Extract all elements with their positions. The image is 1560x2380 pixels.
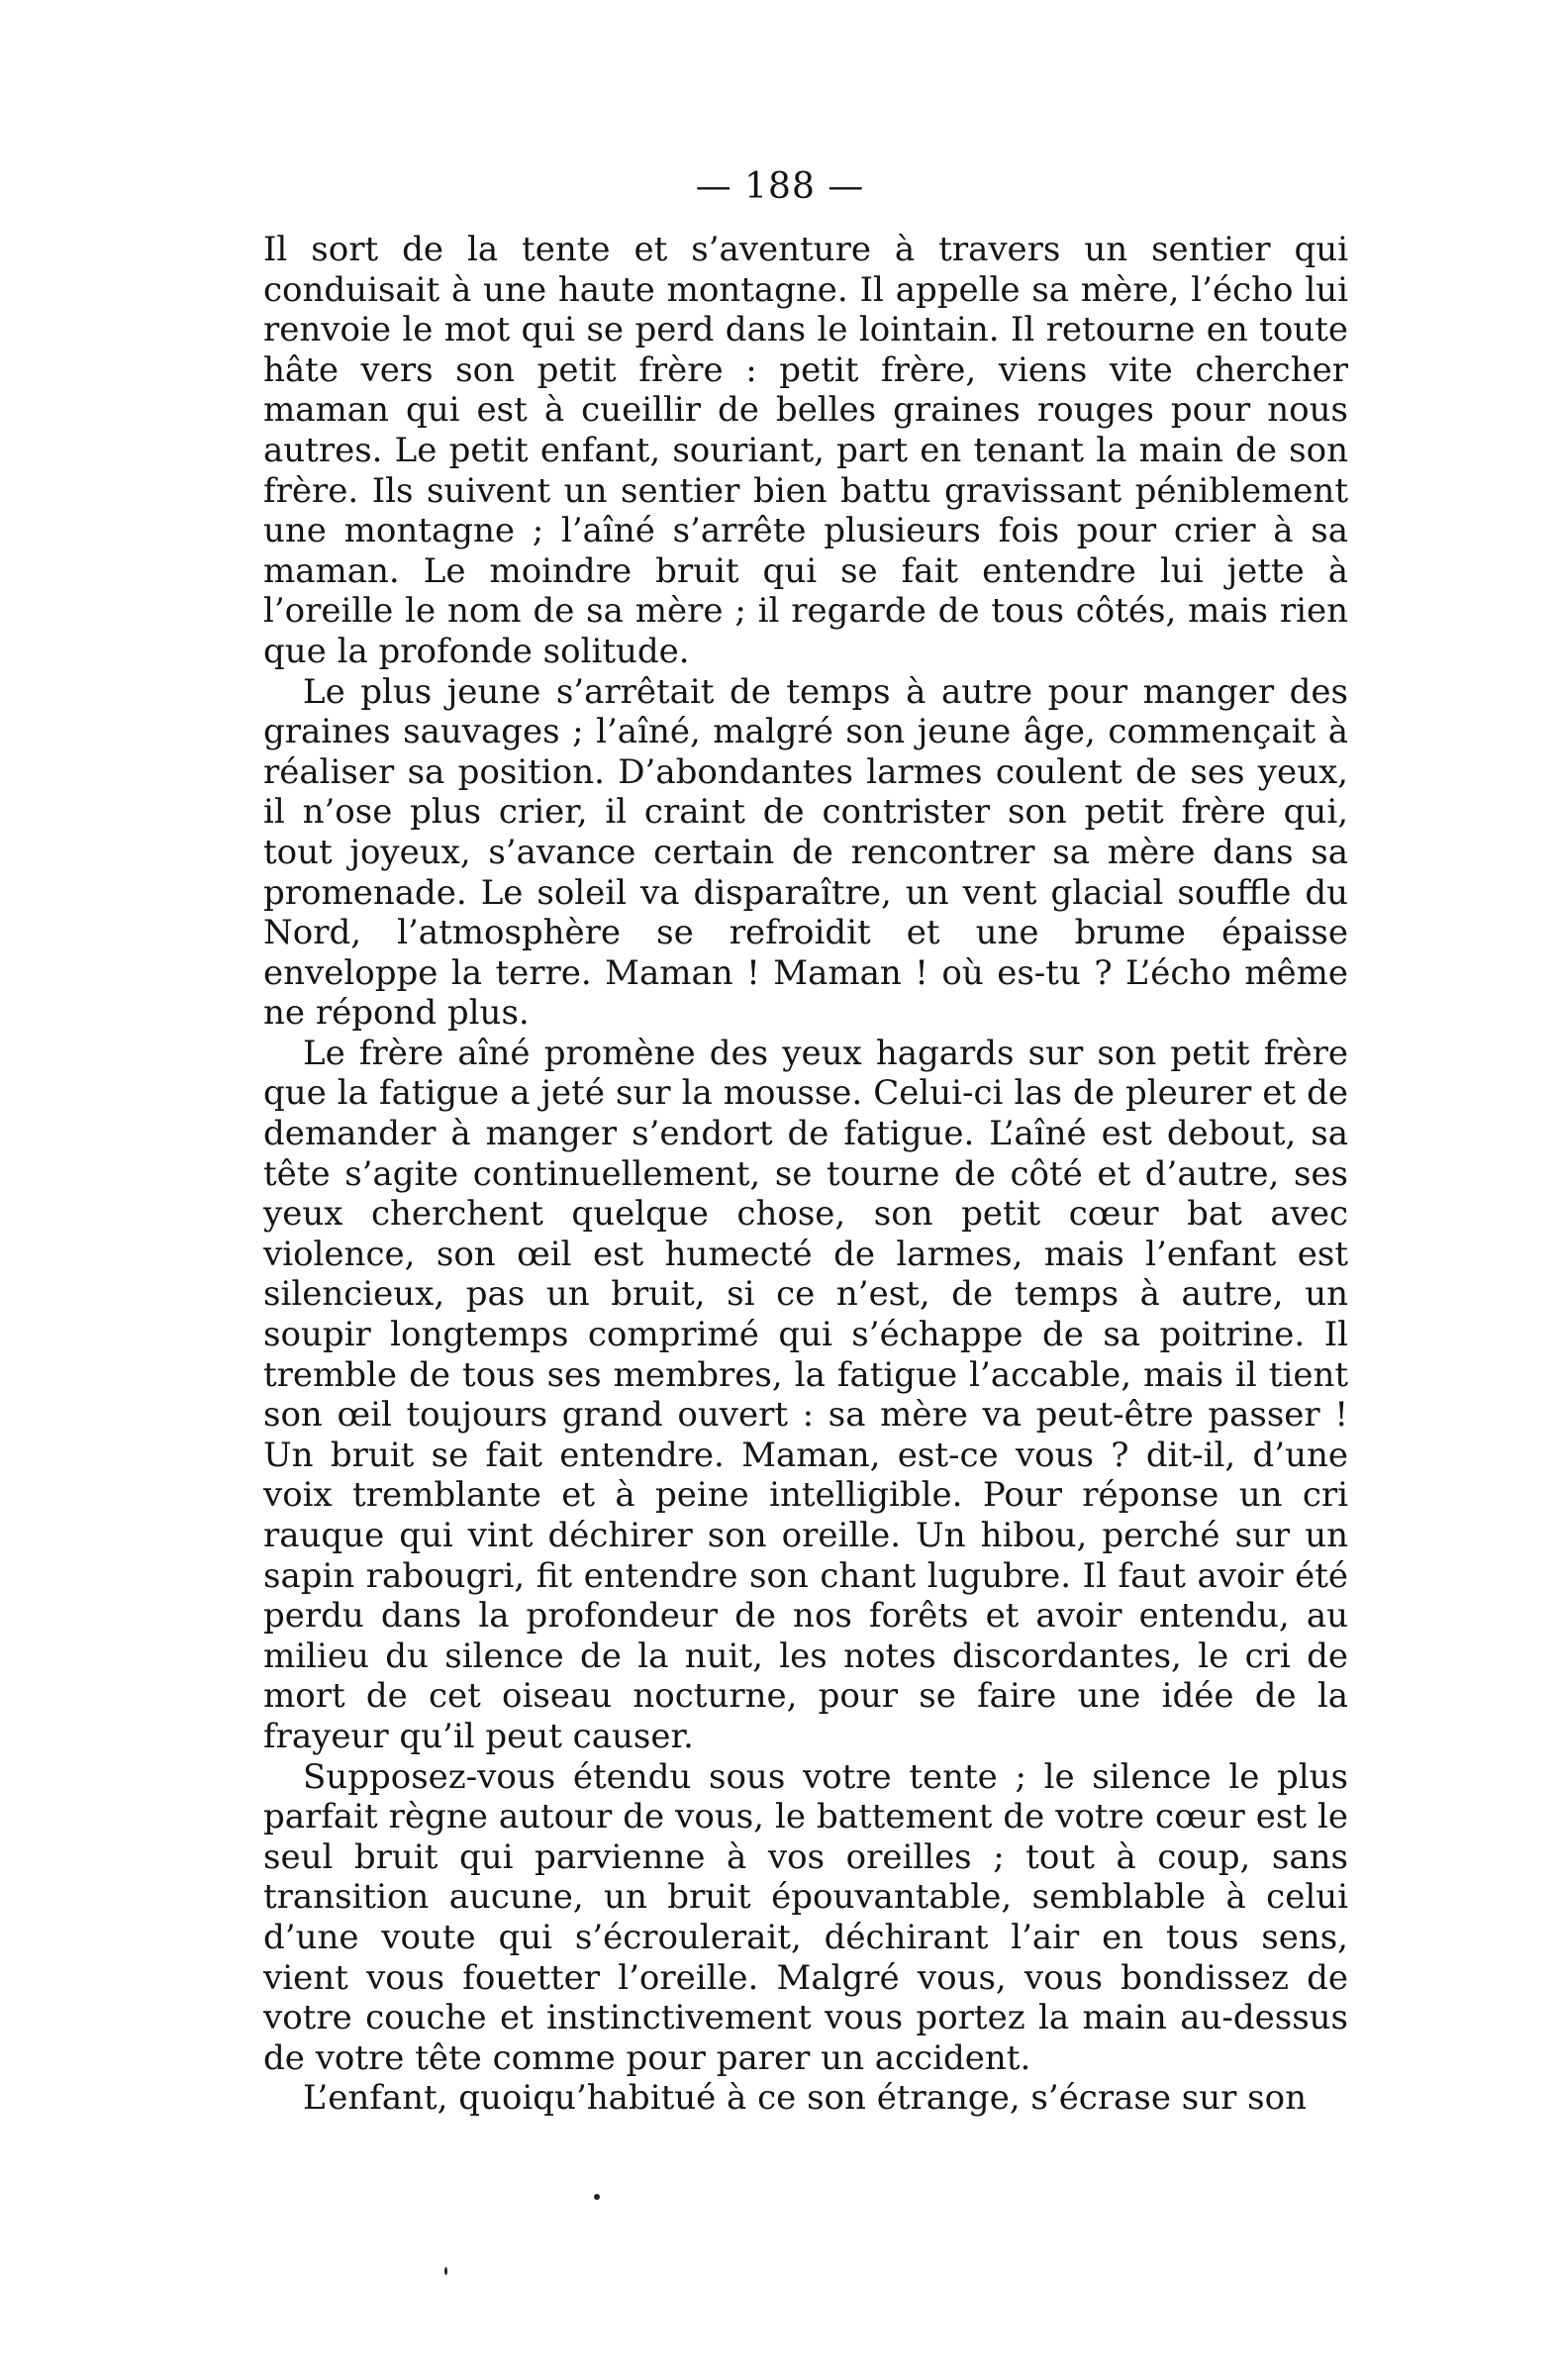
paragraph: Supposez-vous étendu sous votre tente ; le silence le plus parfait règne autour de vous, le battement de votre cœur est le seul bruit qui parvienne à vos oreilles ; tout à coup, sans transition aucune, un bruit épouvantable, semblable à celui d’une voute qui s’écroulerait, déchirant l’air en tous sens, vient vous fouetter l’oreille. Malgré vous, vous bondissez de votre couche et instinctivement vous portez la main au-dessus de votre tête comme pour parer un accident. [263,1756,1348,2078]
page-number: — 188 — [695,166,865,207]
ink-speck [444,2267,447,2275]
paragraph: L’enfant, quoiqu’habitué à ce son étrange, s’écrase sur son [303,2078,1307,2119]
paragraph: Il sort de la tente et s’aventure à travers un sentier qui conduisait à une haute montagne. Il appelle sa mère, l’écho lui renvoie le mot qui se perd dans le lointain. Il retourne en toute hâte vers son petit frère : petit frère, viens vite chercher maman qui est à cueillir de belles graines rouges pour nous autres. Le petit enfant, souriant, part en tenant la main de son frère. Ils suivent un sentier bien battu gravissant péniblement une montagne ; l’aîné s’arrête plusieurs fois pour crier à sa maman. Le moindre bruit qui se fait entendre lui jette à l’oreille le nom de sa mère ; il regarde de tous côtés, mais rien que la profonde solitude. [263,230,1348,671]
paragraph: Le plus jeune s’arrêtait de temps à autre pour manger des graines sauvages ; l’aîné, malgré son jeune âge, commençait à réaliser sa position. D’abondantes larmes coulent de ses yeux, il n’ose plus crier, il craint de contrister son petit frère qui, tout joyeux, s’avance certain de rencontrer sa mère dans sa promenade. Le soleil va disparaître, un vent glacial souffle du Nord, l’atmosphère se refroidit et une brume épaisse enveloppe la terre. Maman ! Maman ! où es-tu ? L’écho même ne répond plus. [263,671,1348,1034]
paragraph: Le frère aîné promène des yeux hagards sur son petit frère que la fatigue a jeté sur la mousse. Celui-ci las de pleurer et de demander à manger s’endort de fatigue. L’aîné est debout, sa tête s’agite continuellement, se tourne de côté et d’autre, ses yeux cherchent quelque chose, son petit cœur bat avec violence, son œil est humecté de larmes, mais l’enfant est silencieux, pas un bruit, si ce n’est, de temps à autre, un soupir longtemps comprimé qui s’échappe de sa poitrine. Il tremble de tous ses membres, la fatigue l’accable, mais il tient son œil toujours grand ouvert : sa mère va peut-être passer ! Un bruit se fait entendre. Maman, est-ce vous ? dit-il, d’une voix tremblante et à peine intelligible. Pour réponse un cri rauque qui vint déchirer son oreille. Un hibou, perché sur un sapin rabougri, fit entendre son chant lugubre. Il faut avoir été perdu dans la profondeur de nos forêts et avoir entendu, au milieu du silence de la nuit, les notes discordantes, le cri de mort de cet oiseau nocturne, pour se faire une idée de la frayeur qu’il peut causer. [263,1033,1348,1756]
body-text [263,230,1348,2119]
ink-speck [594,2194,600,2200]
